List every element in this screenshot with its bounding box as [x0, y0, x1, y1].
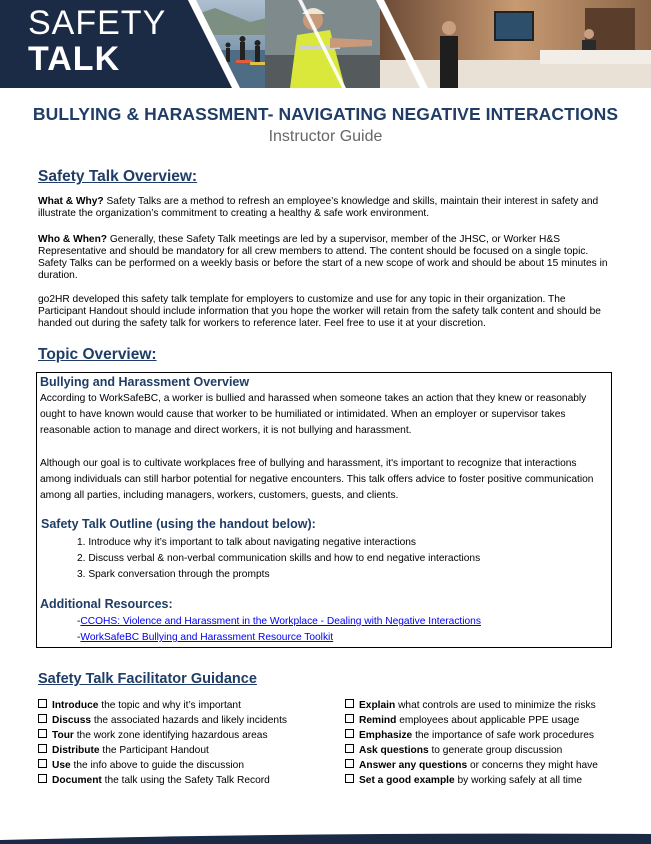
- ccohs-resource-link[interactable]: CCOHS: Violence and Harassment in the Workplace - Dealing with Negative Interactions: [80, 616, 481, 627]
- resource-item: [77, 632, 333, 643]
- guidance-item-text: the importance of safe work procedures: [412, 730, 595, 741]
- checkbox-icon[interactable]: [38, 699, 47, 708]
- guidance-item-text: to generate group discussion: [428, 745, 563, 756]
- guidance-item-bold: Answer any questions: [359, 760, 468, 771]
- what-why-label: What & Why?: [38, 196, 104, 207]
- guidance-item-bold: Discuss: [52, 715, 92, 726]
- outline-item: 1. Introduce why it’s important to talk about navigating negative interactions: [77, 537, 417, 548]
- resource-dash: -: [77, 616, 81, 627]
- guidance-item-bold: Tour: [52, 730, 74, 741]
- topic-paragraph-1: According to WorkSafeBC, a worker is bullied and harassed when someone takes an action that they knew or reasonably ought to have known would cause that worker to be humiliated or intimidated. When an employer or supervisor takes reasonable action to manage and direct workers, it is not bullying and harassment.: [40, 393, 587, 436]
- guidance-item-text: employees about applicable PPE usage: [396, 715, 580, 726]
- guidance-item-bold: Ask questions: [359, 745, 429, 756]
- outline-item: 2. Discuss verbal & non-verbal communication skills and how to end negative interactions: [77, 553, 481, 564]
- checkbox-icon[interactable]: [345, 699, 354, 708]
- guidance-item: [345, 728, 598, 743]
- guidance-item: [345, 773, 598, 788]
- topic-overview-box: [36, 372, 612, 648]
- guidance-item-text: the associated hazards and likely incidents: [91, 715, 288, 726]
- guidance-item: [38, 713, 287, 728]
- guidance-item-bold: Remind: [359, 715, 397, 726]
- who-when-text: Generally, these Safety Talk meetings are led by a supervisor, member of the JHSC, or Worker H&S Representative and should be mandatory for all crew members to attend. The content should be focused on a single topic. Safety Talks can be performed on a weekly basis or before the start of a new scope of work and should be about 15 minutes in duration.: [38, 234, 608, 281]
- checkbox-icon[interactable]: [38, 744, 47, 753]
- guidance-item-bold: Distribute: [52, 745, 100, 756]
- guidance-item-bold: Emphasize: [359, 730, 413, 741]
- topic-box-title: Bullying and Harassment Overview: [40, 375, 250, 389]
- guidance-item: [345, 743, 598, 758]
- outline-item: 3. Spark conversation through the prompts: [77, 569, 270, 580]
- resource-item: [77, 616, 481, 627]
- guidance-left-column: [38, 698, 287, 788]
- checkbox-icon[interactable]: [345, 729, 354, 738]
- resources-title: Additional Resources:: [40, 597, 173, 611]
- guidance-item: [38, 698, 287, 713]
- outline-list: [77, 535, 480, 583]
- guidance-item-text: the Participant Handout: [99, 745, 209, 756]
- guidance-item-text: the work zone identifying hazardous areas: [73, 730, 268, 741]
- checkbox-icon[interactable]: [345, 774, 354, 783]
- guidance-item: [345, 698, 598, 713]
- overview-heading: Safety Talk Overview:: [38, 168, 198, 185]
- who-when-label: Who & When?: [38, 234, 108, 245]
- topic-paragraph-2: Although our goal is to cultivate workplaces free of bullying and harassment, it's important to recognize that interactions among individuals can still harbor potential for negative encounters. This talk offers advice to foster positive communication among all parties, including managers, workers, customers, guests, and clients.: [40, 458, 594, 501]
- guidance-right-column: [345, 698, 598, 788]
- guidance-heading: Safety Talk Facilitator Guidance: [38, 671, 257, 687]
- guidance-item: [345, 758, 598, 773]
- overview-what-why: [38, 196, 614, 220]
- guidance-item-bold: Document: [52, 775, 102, 786]
- worksafebc-resource-link[interactable]: WorkSafeBC Bullying and Harassment Resource Toolkit: [80, 632, 334, 643]
- guidance-item: [38, 743, 287, 758]
- header-banner: [0, 0, 651, 88]
- guidance-item-text: the topic and why it’s important: [98, 700, 241, 711]
- checkbox-icon[interactable]: [38, 774, 47, 783]
- safety-talk-logo: [28, 6, 166, 76]
- guidance-item-text: the info above to guide the discussion: [70, 760, 245, 771]
- footer-swoosh: [0, 832, 651, 844]
- guidance-item: [345, 713, 598, 728]
- guidance-item: [38, 728, 287, 743]
- guidance-item: [38, 773, 287, 788]
- guidance-item-bold: Set a good example: [359, 775, 455, 786]
- checkbox-icon[interactable]: [345, 759, 354, 768]
- guidance-item-bold: Explain: [359, 700, 396, 711]
- topic-heading: Topic Overview:: [38, 346, 157, 363]
- overview-go2hr: go2HR developed this safety talk template for employers to customize and use for any topic in their organization. The Participant Handout should include information that you hope the worker will retain from the safety talk content and should be handed out during the safety talk for workers to reference later. Feel free to use it at your discretion.: [38, 294, 601, 329]
- checkbox-icon[interactable]: [38, 759, 47, 768]
- guidance-item-text: the talk using the Safety Talk Record: [101, 775, 270, 786]
- overview-who-when: [38, 234, 614, 282]
- what-why-text: Safety Talks are a method to refresh an employee’s knowledge and skills, maintain their interest in safety and illustrate the organization’s commitment to creating a healthy & safe work environment.: [38, 196, 599, 219]
- checkbox-icon[interactable]: [38, 729, 47, 738]
- guidance-item-text: by working safely at all time: [454, 775, 583, 786]
- checkbox-icon[interactable]: [38, 714, 47, 723]
- document-title: BULLYING & HARASSMENT- NAVIGATING NEGATIVE INTERACTIONS: [32, 104, 619, 124]
- logo-line-1: SAFETY: [28, 4, 167, 42]
- logo-line-2: TALK: [28, 40, 121, 78]
- resource-dash: -: [77, 632, 81, 643]
- guidance-item-bold: Introduce: [52, 700, 99, 711]
- outline-title: Safety Talk Outline (using the handout below):: [41, 517, 316, 531]
- guidance-item-bold: Use: [52, 760, 71, 771]
- guidance-item-text: or concerns they might have: [467, 760, 598, 771]
- checkbox-icon[interactable]: [345, 714, 354, 723]
- guidance-item: [38, 758, 287, 773]
- guidance-item-text: what controls are used to minimize the risks: [395, 700, 596, 711]
- checkbox-icon[interactable]: [345, 744, 354, 753]
- document-subtitle: Instructor Guide: [268, 128, 383, 145]
